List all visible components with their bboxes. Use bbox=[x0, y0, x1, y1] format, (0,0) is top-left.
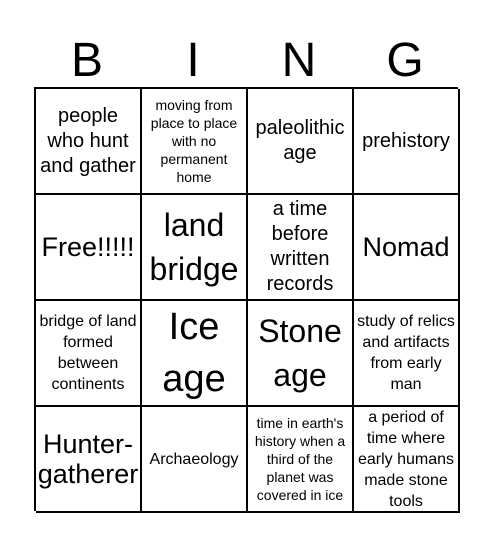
cell-text: Ice age bbox=[162, 306, 226, 400]
cell-text: bridge of land formed between continents bbox=[39, 313, 137, 393]
bingo-header bbox=[34, 34, 458, 88]
cell-text: people who hunt and gather bbox=[40, 104, 136, 177]
cell-text: Free!!!!! bbox=[41, 232, 135, 262]
header-letter-b: B bbox=[70, 34, 103, 87]
bingo-cell[interactable] bbox=[354, 407, 460, 513]
cell-text: a period of time where early humans made stone tools bbox=[357, 408, 455, 510]
bingo-cell[interactable] bbox=[142, 195, 248, 301]
header-letter-n: N bbox=[281, 34, 317, 87]
bingo-cell[interactable] bbox=[354, 195, 460, 301]
bingo-cell[interactable] bbox=[142, 89, 248, 195]
cell-text: land bridge bbox=[149, 207, 239, 287]
header-letter-i: I bbox=[186, 34, 200, 87]
bingo-cell[interactable] bbox=[36, 407, 142, 513]
bingo-cell[interactable] bbox=[248, 407, 354, 513]
bingo-cell[interactable] bbox=[142, 301, 248, 407]
free-cell[interactable] bbox=[36, 195, 142, 301]
bingo-cell[interactable] bbox=[248, 301, 354, 407]
bingo-board bbox=[34, 87, 458, 511]
cell-text: a time before written records bbox=[266, 198, 334, 295]
cell-text: Stone age bbox=[258, 313, 342, 393]
bingo-cell[interactable] bbox=[248, 195, 354, 301]
header-letter-g: G bbox=[386, 34, 424, 87]
bingo-cell[interactable] bbox=[36, 301, 142, 407]
cell-text: paleolithic age bbox=[255, 117, 345, 164]
cell-text: Hunter-gatherer bbox=[37, 429, 139, 489]
cell-text: prehistory bbox=[362, 129, 450, 152]
cell-text: Archaeology bbox=[149, 450, 239, 468]
cell-text: Nomad bbox=[362, 232, 450, 262]
bingo-cell[interactable] bbox=[354, 89, 460, 195]
cell-text: study of relics and artifacts from early man bbox=[357, 313, 455, 393]
bingo-cell[interactable] bbox=[36, 89, 142, 195]
bingo-cell[interactable] bbox=[248, 89, 354, 195]
bingo-cell[interactable] bbox=[142, 407, 248, 513]
cell-text: time in earth's history when a third of the planet was covered in ice bbox=[254, 415, 346, 503]
bingo-cell[interactable] bbox=[354, 301, 460, 407]
cell-text: moving from place to place with no permanent home bbox=[150, 97, 238, 185]
